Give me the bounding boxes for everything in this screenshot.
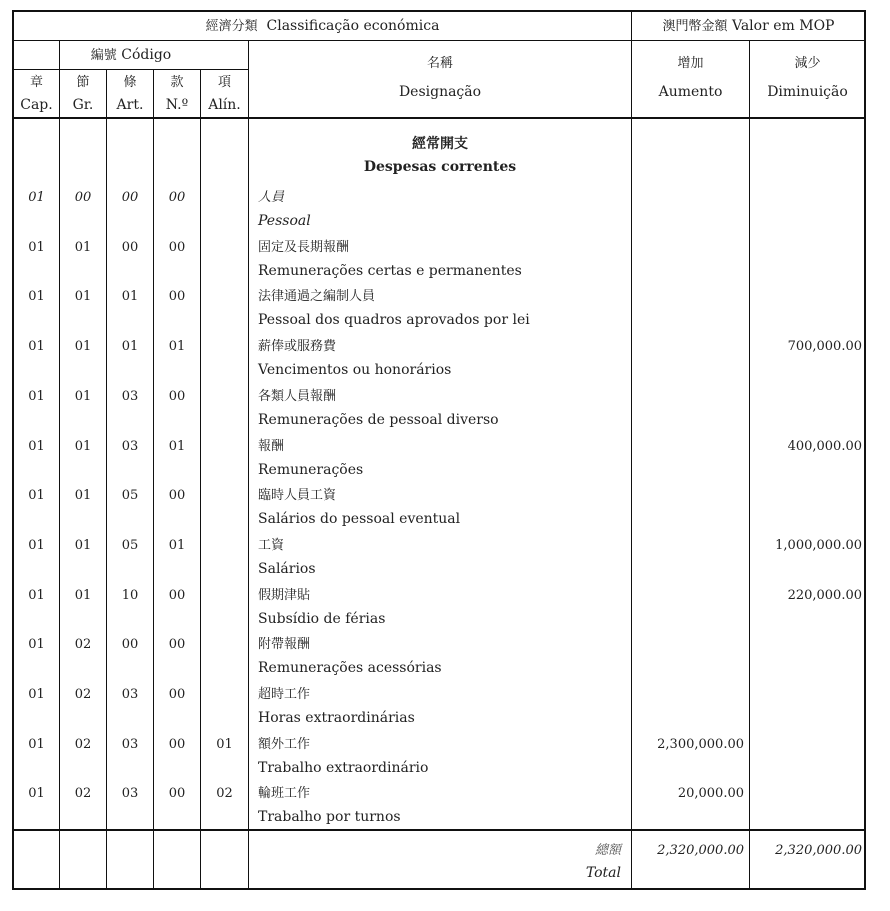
section-title-zh: 經常開支	[412, 136, 468, 152]
code-no: 00	[168, 687, 186, 702]
designation-pt: Pessoal	[258, 213, 311, 229]
designation-pt: Trabalho por turnos	[258, 809, 401, 825]
amount-decrease: 400,000.00	[787, 439, 862, 454]
designation-zh: 各類人員報酬	[258, 389, 337, 404]
total-increase: 2,320,000.00	[657, 843, 744, 858]
total-decrease: 2,320,000.00	[775, 843, 862, 858]
code-gr: 01	[74, 389, 92, 404]
code-gr: 02	[74, 737, 92, 752]
code-art: 10	[121, 588, 139, 603]
code-cap: 01	[28, 538, 45, 553]
col-cap-pt: Cap.	[20, 97, 53, 113]
code-gr: 02	[74, 687, 92, 702]
code-no: 00	[168, 389, 186, 404]
section-title-pt: Despesas correntes	[363, 159, 517, 175]
code-art: 00	[121, 637, 139, 652]
designation-zh: 超時工作	[258, 687, 311, 702]
col-divider	[200, 70, 201, 889]
code-cap: 01	[28, 687, 45, 702]
designation-header-pt: Designação	[398, 84, 482, 100]
designation-zh: 附帶報酬	[258, 637, 311, 652]
classification-header: 經濟分類 Classificação económica	[205, 18, 440, 34]
designation-zh: 假期津貼	[258, 588, 311, 603]
code-header: 編號 Código	[90, 47, 172, 63]
code-no: 01	[168, 439, 186, 454]
code-no: 00	[168, 488, 186, 503]
col-gr-pt: Gr.	[72, 97, 94, 113]
col-alin-zh: 項	[217, 75, 231, 90]
designation-zh: 法律通過之編制人員	[258, 289, 376, 304]
designation-pt: Salários	[258, 561, 316, 577]
code-art: 03	[121, 786, 139, 801]
designation-zh: 工資	[258, 538, 285, 553]
code-gr: 01	[74, 439, 92, 454]
designation-pt: Pessoal dos quadros aprovados por lei	[258, 312, 530, 328]
increase-header-zh: 增加	[677, 56, 704, 71]
code-cap: 01	[28, 240, 45, 255]
designation-zh: 人員	[258, 190, 285, 205]
code-no: 01	[168, 538, 186, 553]
code-gr: 01	[74, 289, 92, 304]
code-gr: 02	[74, 786, 92, 801]
code-art: 00	[121, 190, 139, 205]
code-cap: 01	[28, 637, 45, 652]
value-header: 澳門幣金額 Valor em MOP	[662, 18, 835, 34]
code-gr: 01	[74, 240, 92, 255]
decrease-header-zh: 減少	[794, 56, 821, 71]
code-art: 03	[121, 687, 139, 702]
code-gr: 01	[74, 488, 92, 503]
code-gr: 01	[74, 339, 92, 354]
designation-zh: 輪班工作	[258, 786, 311, 801]
designation-pt: Remunerações certas e permanentes	[258, 263, 522, 279]
col-divider	[631, 11, 632, 889]
code-no: 00	[168, 786, 186, 801]
designation-pt: Vencimentos ou honorários	[258, 362, 452, 378]
designation-zh: 額外工作	[258, 737, 311, 752]
designation-pt: Salários do pessoal eventual	[258, 511, 461, 527]
designation-header-zh: 名稱	[426, 56, 453, 71]
code-gr: 00	[74, 190, 92, 205]
code-art: 05	[121, 488, 139, 503]
code-no: 00	[168, 190, 186, 205]
designation-pt: Remunerações de pessoal diverso	[258, 412, 499, 428]
designation-pt: Trabalho extraordinário	[258, 760, 429, 776]
designation-pt: Remunerações acessórias	[258, 660, 442, 676]
increase-header-pt: Aumento	[658, 84, 723, 100]
code-cap: 01	[28, 190, 45, 205]
code-cap: 01	[28, 786, 45, 801]
code-cap: 01	[28, 488, 45, 503]
code-cap: 01	[28, 588, 45, 603]
col-gr-zh: 節	[76, 75, 90, 90]
code-cap: 01	[28, 289, 45, 304]
code-no: 00	[168, 737, 186, 752]
total-top-rule	[13, 829, 865, 831]
col-no-pt: N.º	[165, 97, 189, 113]
code-art: 03	[121, 439, 139, 454]
designation-pt: Remunerações	[258, 462, 364, 478]
code-no: 01	[168, 339, 186, 354]
code-gr: 01	[74, 538, 92, 553]
code-no: 00	[168, 240, 186, 255]
code-art: 01	[121, 289, 139, 304]
amount-increase: 20,000.00	[677, 786, 744, 801]
row-divider	[13, 40, 865, 41]
designation-zh: 報酬	[258, 439, 285, 454]
header-bottom-rule	[13, 117, 865, 119]
code-alin: 02	[216, 786, 233, 801]
code-cap: 01	[28, 439, 45, 454]
col-cap-zh: 章	[29, 75, 43, 90]
code-cap: 01	[28, 339, 45, 354]
amount-decrease: 220,000.00	[787, 588, 862, 603]
col-art-zh: 條	[123, 75, 137, 90]
designation-pt: Horas extraordinárias	[258, 710, 415, 726]
row-divider	[13, 69, 248, 70]
amount-decrease: 700,000.00	[787, 339, 862, 354]
amount-increase: 2,300,000.00	[657, 737, 744, 752]
total-label-zh: 總額	[594, 843, 621, 858]
amount-decrease: 1,000,000.00	[775, 538, 862, 553]
code-cap: 01	[28, 737, 45, 752]
col-alin-pt: Alín.	[208, 97, 241, 113]
code-art: 03	[121, 389, 139, 404]
col-art-pt: Art.	[116, 97, 144, 113]
code-gr: 02	[74, 637, 92, 652]
code-no: 00	[168, 588, 186, 603]
code-alin: 01	[216, 737, 233, 752]
designation-zh: 固定及長期報酬	[258, 240, 350, 255]
code-art: 01	[121, 339, 139, 354]
code-cap: 01	[28, 389, 45, 404]
designation-zh: 臨時人員工資	[258, 488, 337, 503]
decrease-header-pt: Diminuição	[767, 84, 848, 100]
col-divider	[749, 41, 750, 889]
code-gr: 01	[74, 588, 92, 603]
code-art: 05	[121, 538, 139, 553]
designation-zh: 薪俸或服務費	[258, 339, 337, 354]
designation-pt: Subsídio de férias	[258, 611, 386, 627]
col-divider	[59, 41, 60, 889]
code-no: 00	[168, 289, 186, 304]
col-no-zh: 款	[170, 75, 184, 90]
code-art: 03	[121, 737, 139, 752]
total-label-pt: Total	[585, 865, 621, 881]
code-no: 00	[168, 637, 186, 652]
code-art: 00	[121, 240, 139, 255]
